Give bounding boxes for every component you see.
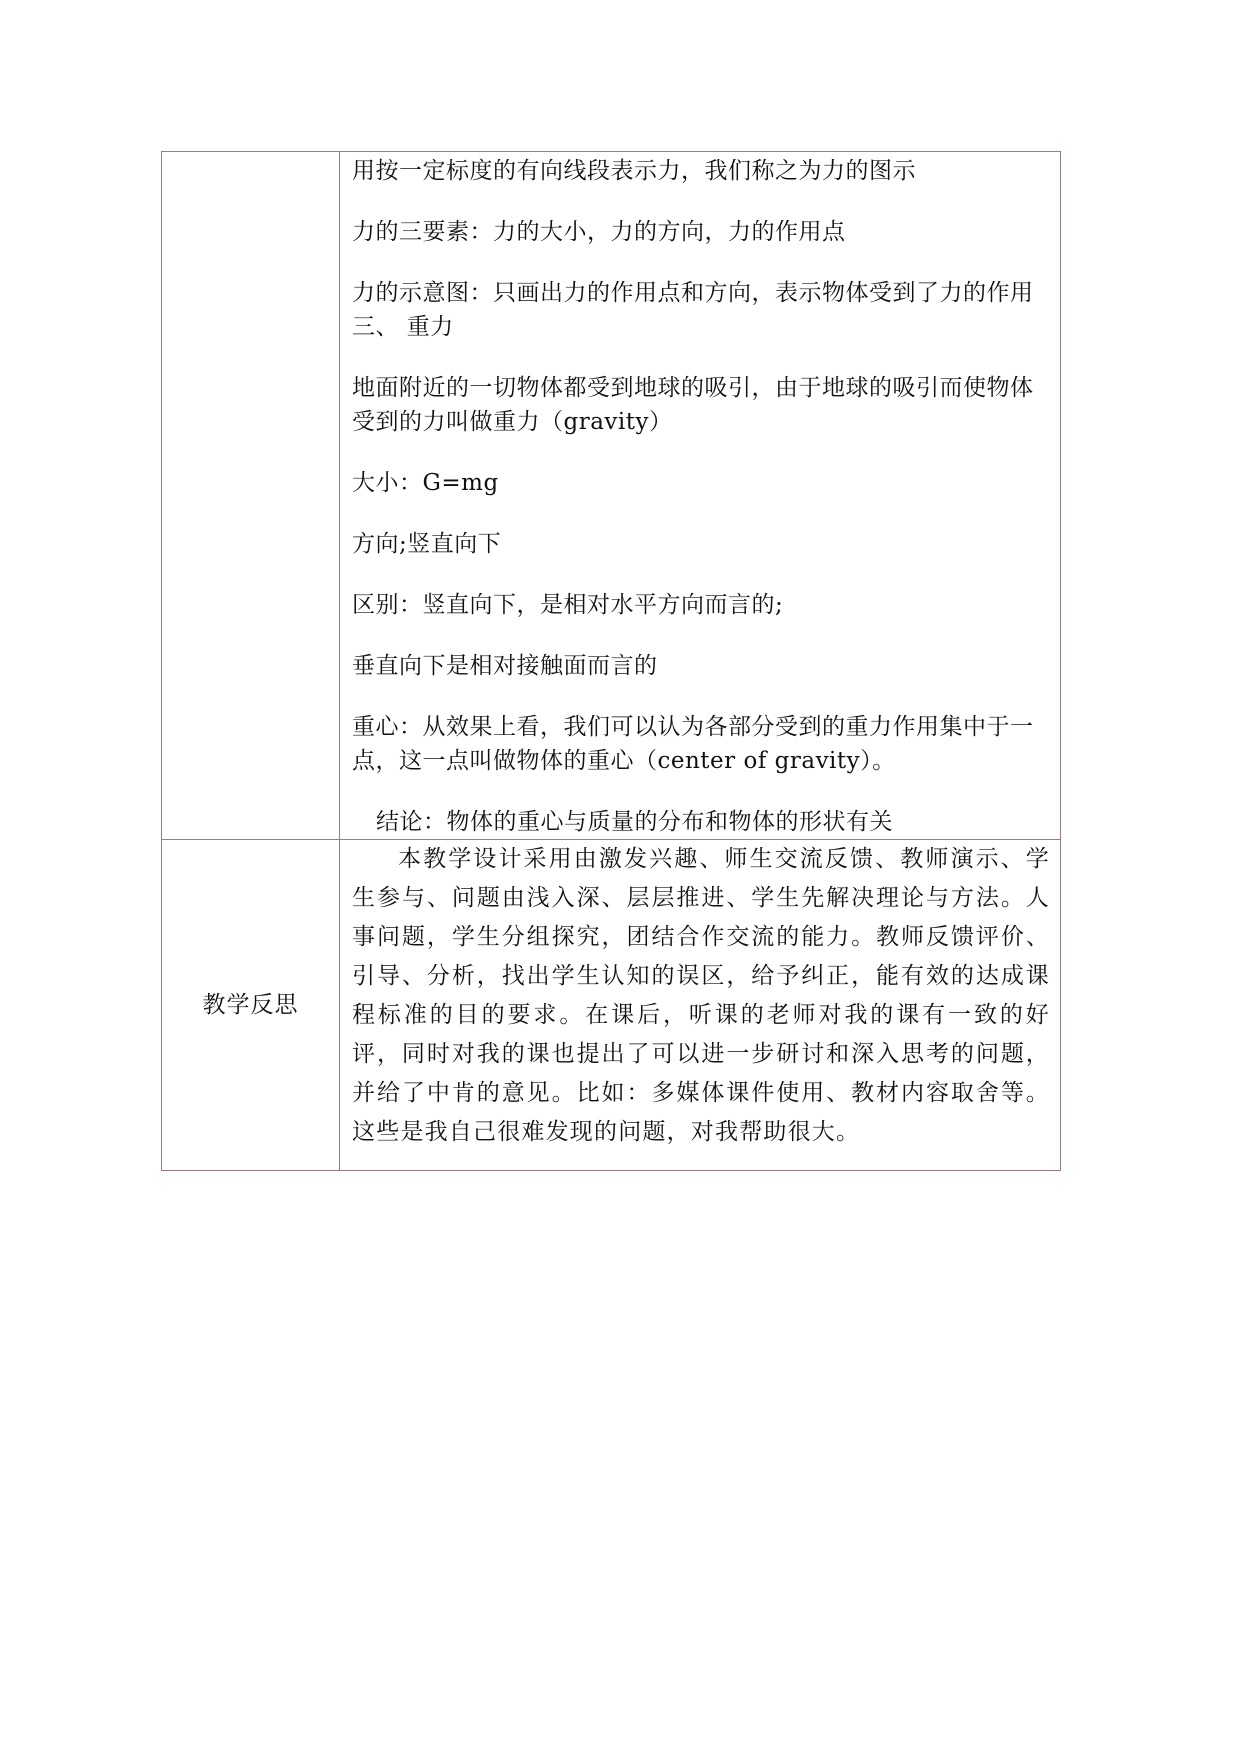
reflection-text: 本教学设计采用由激发兴趣、师生交流反馈、教师演示、学生参与、问题由浅入深、层层推进、学生先解决理论与方法。人事问题，学生分组探究，团结合作交流的能力。教师反馈评价、引导、分析，找出学生认知的误区，给予纠正，能有效的达成课程标准的目的要求。在课后，听课的老师对我的课有一致的好评，同时对我的课也提出了可以进一步研讨和深入思考的问题，并给了中肯的意见。比如：多媒体课件使用、教材内容取舍等。这些是我自己很难发现的问题，对我帮助很大。: [352, 846, 1050, 1145]
gravity-direction: 方向;竖直向下: [352, 531, 502, 557]
gravity-magnitude: 大小：G=mg: [352, 470, 499, 496]
content-right-cell: [340, 152, 1061, 840]
force-diagram-definition: 用按一定标度的有向线段表示力，我们称之为力的图示: [352, 158, 916, 184]
direction-difference: 区别：竖直向下，是相对水平方向而言的;: [352, 592, 784, 618]
content-row: [162, 152, 1061, 840]
gravity-definition: 地面附近的一切物体都受到地球的吸引，由于地球的吸引而使物体受到的力叫做重力（gravity）: [352, 375, 1034, 435]
center-of-gravity-definition: 重心：从效果上看，我们可以认为各部分受到的重力作用集中于一点，这一点叫做物体的重心（center of gravity）。: [352, 714, 1034, 774]
force-schematic-definition: 力的示意图：只画出力的作用点和方向，表示物体受到了力的作用 三、 重力: [352, 280, 1034, 340]
reflection-row: [162, 840, 1061, 1171]
reflection-text-cell: [340, 840, 1061, 1171]
conclusion: 结论：物体的重心与质量的分布和物体的形状有关: [376, 809, 893, 835]
content-left-cell: [162, 152, 340, 840]
reflection-label: 教学反思: [202, 992, 299, 1018]
reflection-label-cell: [162, 840, 340, 1171]
force-three-elements: 力的三要素：力的大小，力的方向，力的作用点: [352, 219, 846, 245]
perpendicular-note: 垂直向下是相对接触面而言的: [352, 653, 658, 679]
lesson-table: [161, 151, 1061, 1171]
